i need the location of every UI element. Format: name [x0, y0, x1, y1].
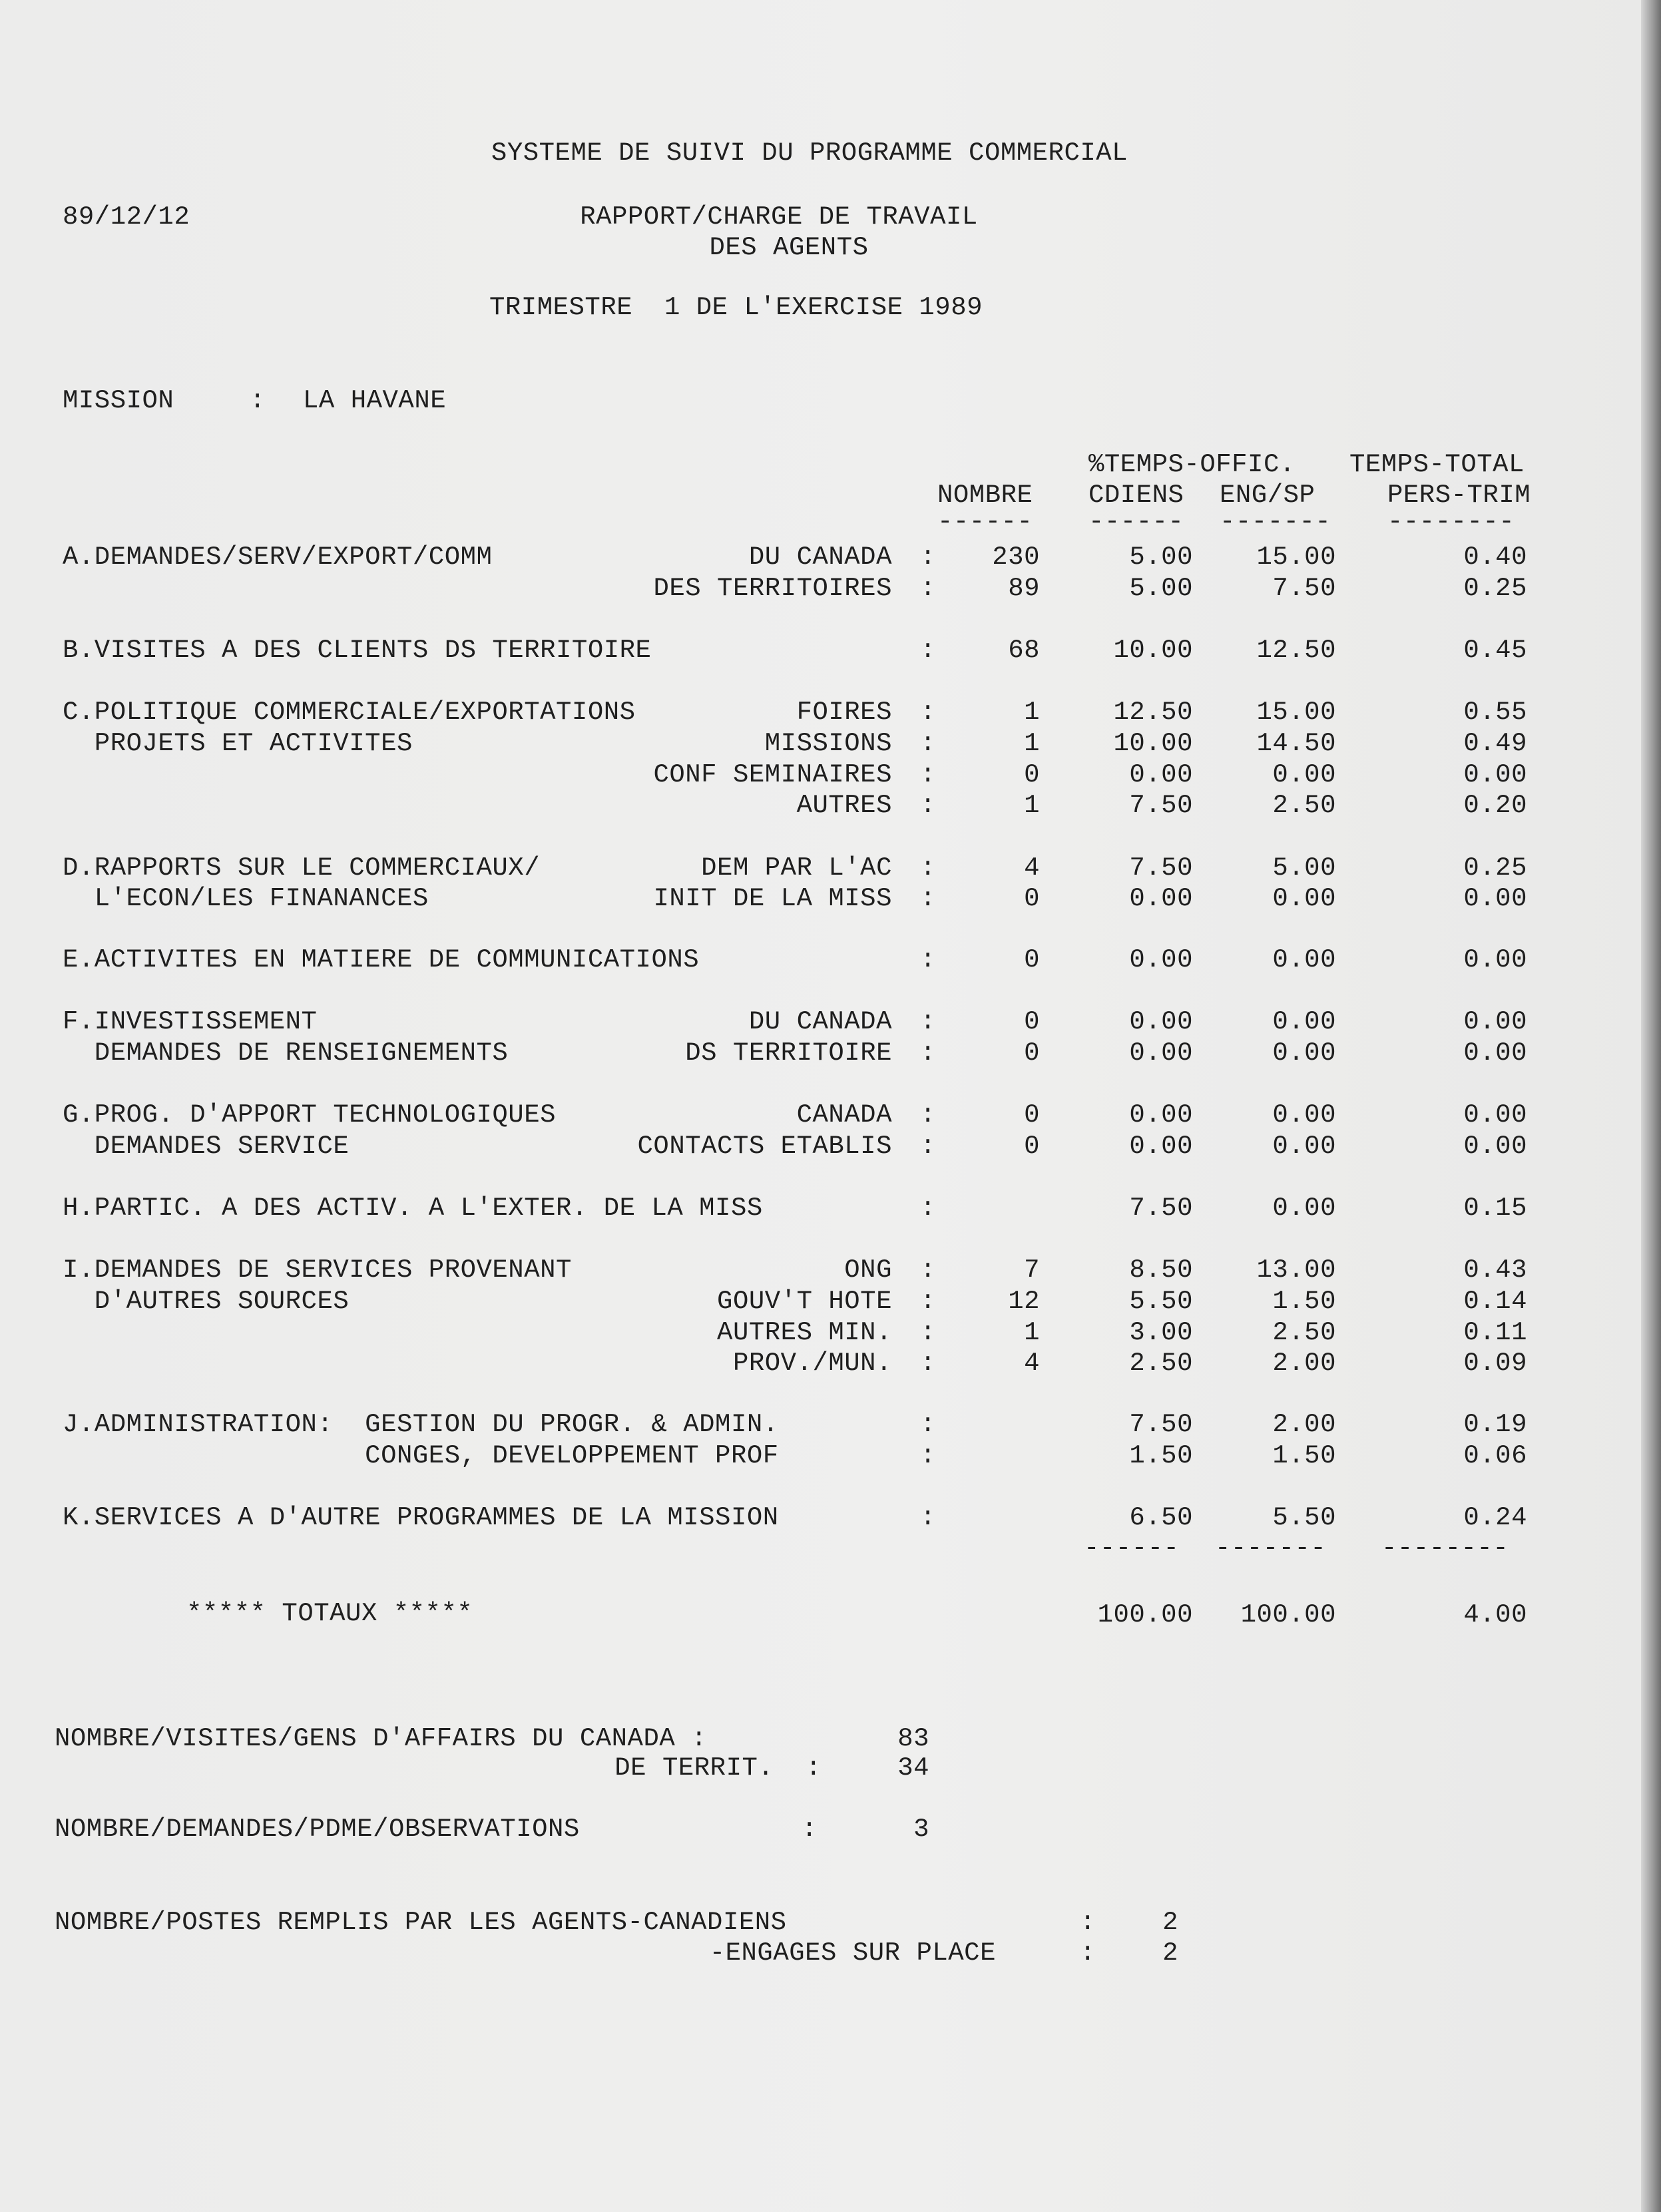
row-eng-sp: 2.50	[1272, 791, 1336, 820]
row-cdiens: 0.00	[1129, 1100, 1193, 1130]
totals-underline-eng-sp: -------	[1215, 1534, 1327, 1563]
column-underline-pers-trim: --------	[1387, 507, 1515, 537]
row-eng-sp: 0.00	[1272, 1038, 1336, 1068]
row-sublabel: DS TERRITOIRE	[685, 1038, 892, 1068]
row-sublabel: DU CANADA	[748, 1007, 892, 1036]
row-sublabel: MISSIONS	[764, 729, 892, 758]
row-colon: :	[920, 945, 936, 975]
visites-canada-value: 83	[897, 1724, 929, 1753]
row-colon: :	[920, 543, 936, 572]
mission-name: LA HAVANE	[303, 386, 447, 415]
row-label: L'ECON/LES FINANANCES	[63, 884, 429, 913]
row-label: K.SERVICES A D'AUTRE PROGRAMMES DE LA MISSION	[63, 1503, 779, 1532]
row-colon: :	[920, 1287, 936, 1316]
row-cdiens: 0.00	[1129, 760, 1193, 789]
demandes-pdme-label: NOMBRE/DEMANDES/PDME/OBSERVATIONS	[55, 1815, 580, 1844]
row-label: PROJETS ET ACTIVITES	[63, 729, 413, 758]
mission-colon: :	[250, 386, 266, 415]
row-pers-trim: 0.00	[1463, 1038, 1527, 1068]
row-cdiens: 6.50	[1129, 1503, 1193, 1532]
demandes-pdme-colon: :	[802, 1815, 818, 1844]
row-eng-sp: 2.00	[1272, 1410, 1336, 1439]
row-eng-sp: 13.00	[1256, 1255, 1336, 1285]
row-eng-sp: 15.00	[1256, 698, 1336, 727]
column-underline-eng-sp: -------	[1220, 507, 1331, 537]
column-header-pers-trim: PERS-TRIM	[1387, 481, 1531, 510]
row-eng-sp: 12.50	[1256, 636, 1336, 665]
postes-canadiens-colon: :	[1080, 1908, 1096, 1937]
row-cdiens: 0.00	[1129, 945, 1193, 975]
page-edge-shadow	[1641, 0, 1661, 2212]
column-header-nombre: NOMBRE	[937, 481, 1033, 510]
row-colon: :	[920, 1007, 936, 1036]
row-pers-trim: 0.11	[1463, 1318, 1527, 1347]
row-label: DEMANDES DE RENSEIGNEMENTS	[63, 1038, 509, 1068]
row-nombre: 1	[1024, 791, 1040, 820]
row-colon: :	[920, 1255, 936, 1285]
demandes-pdme-value: 3	[913, 1815, 929, 1844]
row-colon: :	[920, 1503, 936, 1532]
postes-canadiens-label: NOMBRE/POSTES REMPLIS PAR LES AGENTS-CANADIENS	[55, 1908, 787, 1937]
row-colon: :	[920, 1132, 936, 1161]
row-pers-trim: 0.20	[1463, 791, 1527, 820]
totals-underline-cdiens: ------	[1084, 1534, 1180, 1563]
row-eng-sp: 7.50	[1272, 574, 1336, 603]
row-cdiens: 2.50	[1129, 1349, 1193, 1378]
column-header-temps-offic: %TEMPS-OFFIC.	[1088, 450, 1296, 479]
row-pers-trim: 0.00	[1463, 945, 1527, 975]
row-nombre: 12	[1008, 1287, 1040, 1316]
row-cdiens: 7.50	[1129, 791, 1193, 820]
row-pers-trim: 0.00	[1463, 760, 1527, 789]
row-nombre: 0	[1024, 884, 1040, 913]
row-label: E.ACTIVITES EN MATIERE DE COMMUNICATIONS	[63, 945, 700, 975]
row-colon: :	[920, 1349, 936, 1378]
row-sublabel: DEM PAR L'AC	[701, 853, 892, 883]
row-pers-trim: 0.55	[1463, 698, 1527, 727]
row-cdiens: 3.00	[1129, 1318, 1193, 1347]
postes-canadiens-value: 2	[1162, 1908, 1178, 1937]
row-cdiens: 10.00	[1113, 729, 1193, 758]
row-cdiens: 10.00	[1113, 636, 1193, 665]
row-cdiens: 5.00	[1129, 543, 1193, 572]
row-sublabel: GOUV'T HOTE	[717, 1287, 892, 1316]
row-colon: :	[920, 729, 936, 758]
row-sublabel: CONTACTS ETABLIS	[637, 1132, 892, 1161]
row-sublabel: FOIRES	[796, 698, 892, 727]
column-underline-nombre: ------	[937, 507, 1033, 537]
row-colon: :	[920, 853, 936, 883]
row-pers-trim: 0.00	[1463, 1132, 1527, 1161]
row-sublabel: PROV./MUN.	[732, 1349, 892, 1378]
row-pers-trim: 0.09	[1463, 1349, 1527, 1378]
report-date: 89/12/12	[63, 202, 190, 232]
row-eng-sp: 0.00	[1272, 1100, 1336, 1130]
row-sublabel: ONG	[844, 1255, 892, 1285]
row-cdiens: 1.50	[1129, 1441, 1193, 1470]
row-eng-sp: 0.00	[1272, 760, 1336, 789]
column-underline-cdiens: ------	[1088, 507, 1184, 537]
row-nombre: 1	[1024, 698, 1040, 727]
row-nombre: 0	[1024, 1038, 1040, 1068]
engages-sur-place-label: -ENGAGES SUR PLACE	[709, 1938, 996, 1968]
row-nombre: 230	[992, 543, 1040, 572]
row-pers-trim: 0.25	[1463, 853, 1527, 883]
mission-label: MISSION	[63, 386, 174, 415]
row-pers-trim: 0.40	[1463, 543, 1527, 572]
row-nombre: 1	[1024, 729, 1040, 758]
row-colon: :	[920, 1441, 936, 1470]
row-label: J.ADMINISTRATION: GESTION DU PROGR. & ADMIN.	[63, 1410, 779, 1439]
row-colon: :	[920, 574, 936, 603]
row-cdiens: 7.50	[1129, 1410, 1193, 1439]
row-label: A.DEMANDES/SERV/EXPORT/COMM	[63, 543, 493, 572]
row-pers-trim: 0.43	[1463, 1255, 1527, 1285]
row-colon: :	[920, 1100, 936, 1130]
row-colon: :	[920, 791, 936, 820]
row-pers-trim: 0.00	[1463, 884, 1527, 913]
row-nombre: 4	[1024, 853, 1040, 883]
totals-eng-sp: 100.00	[1240, 1600, 1336, 1630]
totals-cdiens: 100.00	[1097, 1600, 1193, 1630]
row-eng-sp: 2.50	[1272, 1318, 1336, 1347]
row-colon: :	[920, 1410, 936, 1439]
row-cdiens: 5.50	[1129, 1287, 1193, 1316]
row-pers-trim: 0.19	[1463, 1410, 1527, 1439]
row-pers-trim: 0.15	[1463, 1194, 1527, 1223]
visites-territ-value: 34	[897, 1753, 929, 1783]
row-cdiens: 0.00	[1129, 1038, 1193, 1068]
row-nombre: 0	[1024, 945, 1040, 975]
engages-sur-place-value: 2	[1162, 1938, 1178, 1968]
row-pers-trim: 0.14	[1463, 1287, 1527, 1316]
row-pers-trim: 0.25	[1463, 574, 1527, 603]
row-label: C.POLITIQUE COMMERCIALE/EXPORTATIONS	[63, 698, 636, 727]
row-sublabel: DES TERRITOIRES	[653, 574, 892, 603]
row-cdiens: 12.50	[1113, 698, 1193, 727]
row-nombre: 7	[1024, 1255, 1040, 1285]
engages-sur-place-colon: :	[1080, 1938, 1096, 1968]
row-sublabel: DU CANADA	[748, 543, 892, 572]
row-pers-trim: 0.49	[1463, 729, 1527, 758]
report-title-line-2: DES AGENTS	[709, 233, 869, 262]
row-cdiens: 8.50	[1129, 1255, 1193, 1285]
row-sublabel: AUTRES	[796, 791, 892, 820]
row-eng-sp: 5.50	[1272, 1503, 1336, 1532]
row-pers-trim: 0.00	[1463, 1100, 1527, 1130]
row-sublabel: INIT DE LA MISS	[653, 884, 892, 913]
row-nombre: 68	[1008, 636, 1040, 665]
row-label: H.PARTIC. A DES ACTIV. A L'EXTER. DE LA MISS	[63, 1194, 763, 1223]
row-colon: :	[920, 698, 936, 727]
row-nombre: 0	[1024, 1132, 1040, 1161]
row-eng-sp: 0.00	[1272, 1007, 1336, 1036]
column-header-eng-sp: ENG/SP	[1220, 481, 1315, 510]
row-sublabel: CANADA	[796, 1100, 892, 1130]
row-eng-sp: 0.00	[1272, 1132, 1336, 1161]
column-header-cdiens: CDIENS	[1088, 481, 1184, 510]
report-period: TRIMESTRE 1 DE L'EXERCISE 1989	[489, 293, 983, 322]
row-cdiens: 0.00	[1129, 884, 1193, 913]
row-label: D.RAPPORTS SUR LE COMMERCIAUX/	[63, 853, 541, 883]
row-label: B.VISITES A DES CLIENTS DS TERRITOIRE	[63, 636, 652, 665]
row-eng-sp: 0.00	[1272, 945, 1336, 975]
row-pers-trim: 0.06	[1463, 1441, 1527, 1470]
row-eng-sp: 0.00	[1272, 884, 1336, 913]
totals-pers-trim: 4.00	[1463, 1600, 1527, 1630]
row-pers-trim: 0.00	[1463, 1007, 1527, 1036]
row-label: D'AUTRES SOURCES	[63, 1287, 350, 1316]
row-colon: :	[920, 760, 936, 789]
row-nombre: 0	[1024, 1007, 1040, 1036]
row-nombre: 4	[1024, 1349, 1040, 1378]
row-colon: :	[920, 884, 936, 913]
row-pers-trim: 0.45	[1463, 636, 1527, 665]
row-cdiens: 0.00	[1129, 1007, 1193, 1036]
row-pers-trim: 0.24	[1463, 1503, 1527, 1532]
column-header-temps-total: TEMPS-TOTAL	[1349, 450, 1525, 479]
row-sublabel: AUTRES MIN.	[717, 1318, 892, 1347]
row-label: CONGES, DEVELOPPEMENT PROF	[63, 1441, 779, 1470]
row-eng-sp: 14.50	[1256, 729, 1336, 758]
totals-underline-pers-trim: --------	[1381, 1534, 1509, 1563]
row-cdiens: 0.00	[1129, 1132, 1193, 1161]
row-colon: :	[920, 1318, 936, 1347]
row-eng-sp: 0.00	[1272, 1194, 1336, 1223]
row-nombre: 89	[1008, 574, 1040, 603]
row-eng-sp: 2.00	[1272, 1349, 1336, 1378]
row-colon: :	[920, 636, 936, 665]
row-eng-sp: 1.50	[1272, 1287, 1336, 1316]
row-colon: :	[920, 1038, 936, 1068]
visites-canada-label: NOMBRE/VISITES/GENS D'AFFAIRS DU CANADA :	[55, 1724, 708, 1753]
row-cdiens: 7.50	[1129, 1194, 1193, 1223]
row-sublabel: CONF SEMINAIRES	[653, 760, 892, 789]
row-cdiens: 5.00	[1129, 574, 1193, 603]
row-cdiens: 7.50	[1129, 853, 1193, 883]
report-title-line-1: RAPPORT/CHARGE DE TRAVAIL	[580, 202, 978, 232]
row-eng-sp: 15.00	[1256, 543, 1336, 572]
row-nombre: 0	[1024, 760, 1040, 789]
row-label: G.PROG. D'APPORT TECHNOLOGIQUES	[63, 1100, 557, 1130]
row-label: I.DEMANDES DE SERVICES PROVENANT	[63, 1255, 572, 1285]
totals-label: ***** TOTAUX *****	[186, 1599, 473, 1628]
row-nombre: 0	[1024, 1100, 1040, 1130]
row-label: DEMANDES SERVICE	[63, 1132, 350, 1161]
visites-territ-label: DE TERRIT. :	[614, 1753, 822, 1783]
system-title: SYSTEME DE SUIVI DU PROGRAMME COMMERCIAL	[491, 138, 1128, 168]
row-nombre: 1	[1024, 1318, 1040, 1347]
row-colon: :	[920, 1194, 936, 1223]
row-eng-sp: 5.00	[1272, 853, 1336, 883]
row-label: F.INVESTISSEMENT	[63, 1007, 318, 1036]
row-eng-sp: 1.50	[1272, 1441, 1336, 1470]
